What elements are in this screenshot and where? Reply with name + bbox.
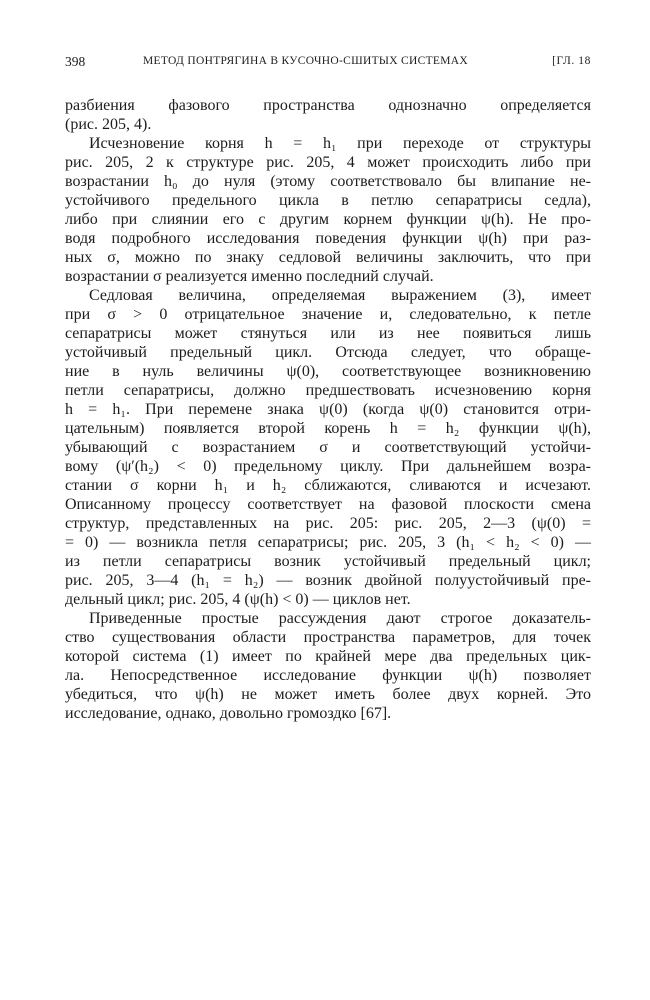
text-line: сепаратрисы может стянуться или из нее появиться лишь bbox=[65, 325, 591, 342]
text-line: (рис. 205, 4). bbox=[65, 116, 152, 133]
book-page bbox=[65, 54, 591, 723]
text-line: дельный цикл; рис. 205, 4 (ψ(h) < 0) — циклов нет. bbox=[65, 591, 411, 608]
text-line: Седловая величина, определяемая выражением (3), имеет bbox=[89, 287, 591, 304]
text-line: исследование, однако, довольно громоздко [67]. bbox=[65, 705, 392, 722]
paragraph bbox=[65, 96, 591, 134]
paragraph bbox=[65, 286, 591, 609]
text-line: либо при слиянии его с другим корнем функции ψ(h). Не про- bbox=[65, 211, 591, 228]
text-line: водя подробного исследования поведения функции ψ(h) при раз- bbox=[65, 230, 591, 247]
text-line: петли сепаратрисы, должно предшествовать исчезновению корня bbox=[65, 382, 591, 399]
text-line: = 0) — возникла петля сепаратрисы; рис. 205, 3 (h₁ < h₂ < 0) — bbox=[65, 534, 591, 551]
text-line: рис. 205, 2 к структуре рис. 205, 4 может происходить либо при bbox=[65, 154, 591, 171]
text-line: убедиться, что ψ(h) не может иметь более двух корней. Это bbox=[65, 686, 591, 703]
text-line: ство существования области пространства параметров, для точек bbox=[65, 629, 591, 646]
text-line: при σ > 0 отрицательное значение и, следовательно, к петле bbox=[65, 306, 591, 323]
chapter-label: [ГЛ. 18 bbox=[552, 55, 591, 67]
running-header bbox=[65, 54, 591, 76]
text-line: возрастании σ реализуется именно последний случай. bbox=[65, 268, 434, 285]
text-line: структур, представленных на рис. 205: рис. 205, 2—3 (ψ(0) = bbox=[65, 515, 591, 532]
text-line: ла. Непосредственное исследование функции ψ(h) позволяет bbox=[65, 667, 591, 684]
body-text bbox=[65, 96, 591, 723]
text-line: которой система (1) имеет по крайней мере два предельных цик- bbox=[65, 648, 591, 665]
text-line: ных σ, можно по знаку седловой величины заключить, что при bbox=[65, 249, 591, 266]
paragraph bbox=[65, 609, 591, 723]
text-line: Описанному процессу соответствует на фазовой плоскости смена bbox=[65, 496, 591, 513]
text-line: из петли сепаратрисы возник устойчивый предельный цикл; bbox=[65, 553, 591, 570]
text-line: рис. 205, 3—4 (h₁ = h₂) — возник двойной полуустойчивый пре- bbox=[65, 572, 591, 589]
text-line: стании σ корни h₁ и h₂ сближаются, сливаются и исчезают. bbox=[65, 477, 591, 494]
text-line: ние в нуль величины ψ(0), соответствующее возникновению bbox=[65, 363, 591, 380]
text-line: Исчезновение корня h = h₁ при переходе от структуры bbox=[89, 135, 591, 152]
text-line: разбиения фазового пространства однозначно определяется bbox=[65, 97, 591, 114]
text-line: убывающий с возрастанием σ и соответствующий устойчи- bbox=[65, 439, 591, 456]
paragraph bbox=[65, 134, 591, 286]
text-line: Приведенные простые рассуждения дают строгое доказатель- bbox=[89, 610, 591, 627]
running-title: МЕТОД ПОНТРЯГИНА В КУСОЧНО-СШИТЫХ СИСТЕМАХ bbox=[143, 55, 468, 67]
text-line: вому (ψ′(h₂) < 0) предельному циклу. При дальнейшем возра- bbox=[65, 458, 591, 475]
text-line: h = h₁. При перемене знака ψ(0) (когда ψ(0) становится отри- bbox=[65, 401, 591, 418]
text-line: устойчивый предельный цикл. Отсюда следует, что обраще- bbox=[65, 344, 591, 361]
text-line: устойчивого предельного цикла в петлю сепаратрисы седла), bbox=[65, 192, 591, 209]
page-number: 398 bbox=[65, 54, 86, 69]
text-line: возрастании h₀ до нуля (этому соответствовало бы влипание не- bbox=[65, 173, 591, 190]
text-line: цательным) появляется второй корень h = h₂ функции ψ(h), bbox=[65, 420, 591, 437]
